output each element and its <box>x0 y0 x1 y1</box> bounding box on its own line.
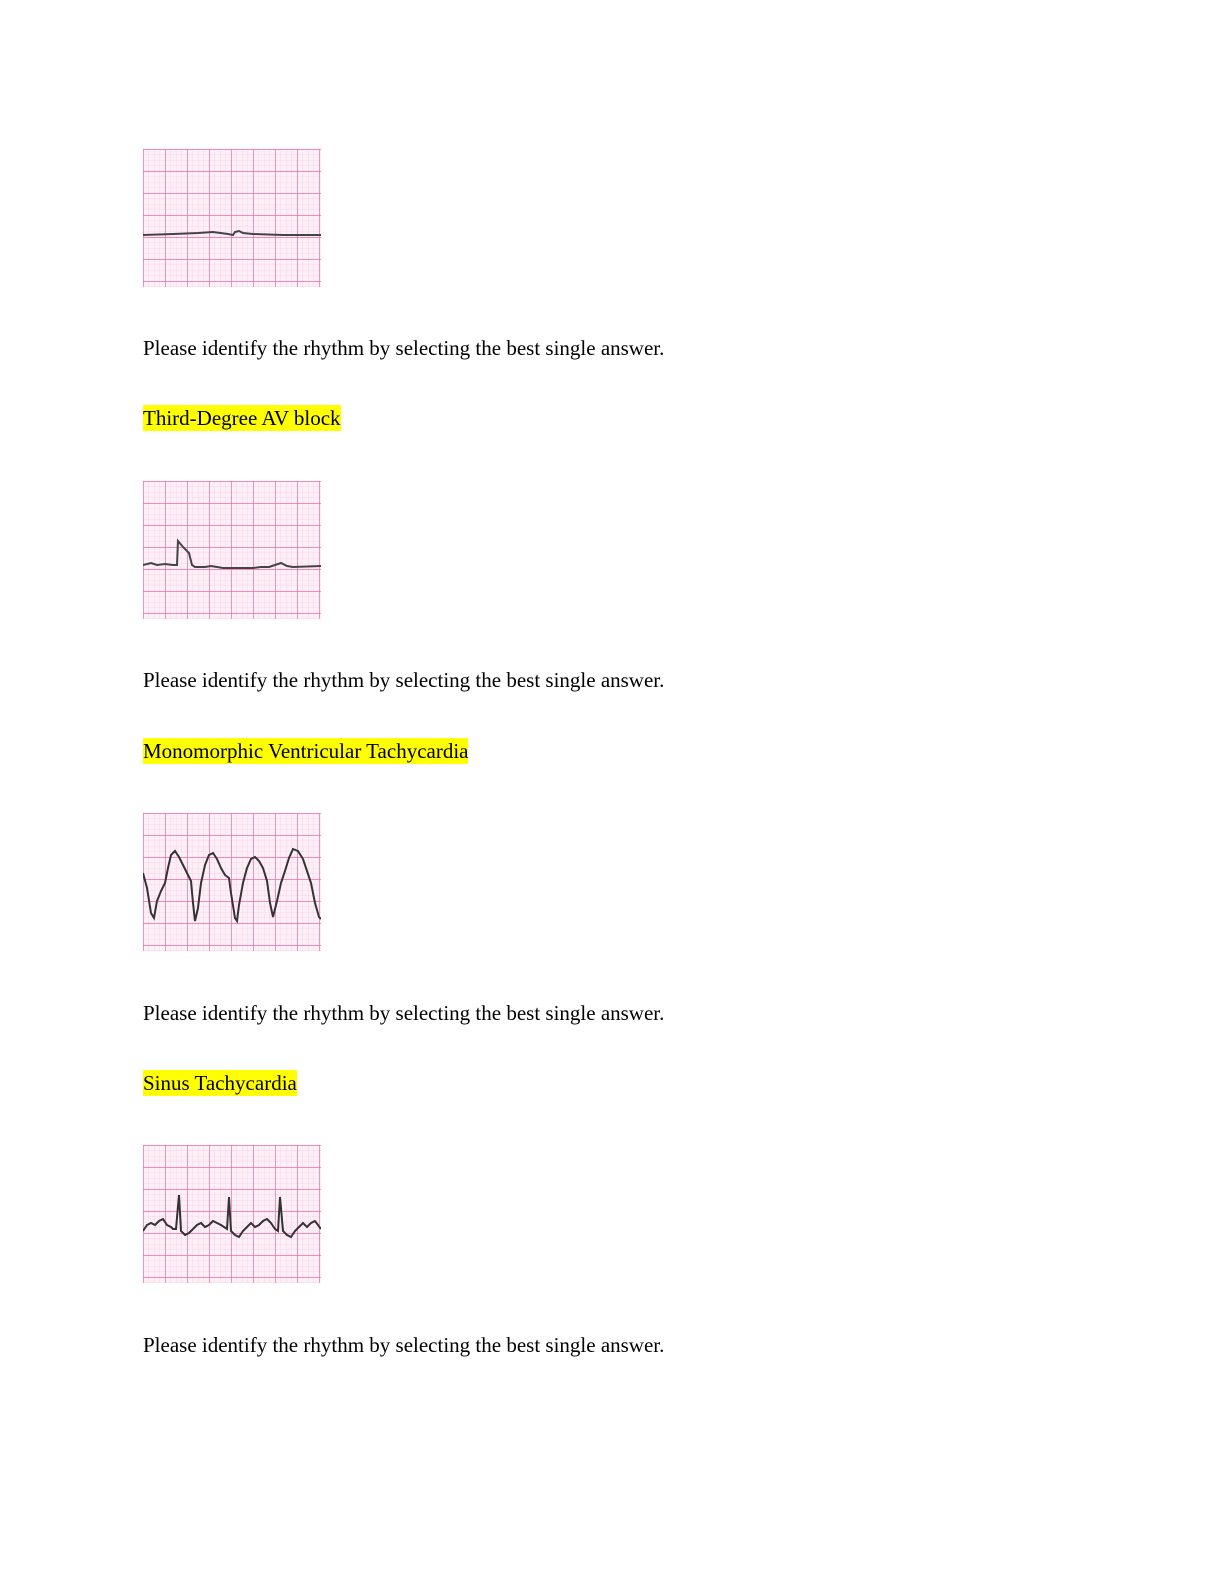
answer-highlight-3: Sinus Tachycardia <box>143 1071 297 1095</box>
question-prompt-3: Please identify the rhythm by selecting the best single answer. <box>143 1001 665 1025</box>
question-prompt-1: Please identify the rhythm by selecting the best single answer. <box>143 336 665 360</box>
question-prompt-4: Please identify the rhythm by selecting the best single answer. <box>143 1333 665 1357</box>
ecg-strip-2 <box>143 481 321 619</box>
ecg-strip-3 <box>143 813 321 951</box>
ecg-strip-4 <box>143 1145 321 1283</box>
answer-highlight-1: Third-Degree AV block <box>143 406 341 430</box>
question-prompt-2: Please identify the rhythm by selecting the best single answer. <box>143 668 665 692</box>
answer-highlight-2: Monomorphic Ventricular Tachycardia <box>143 739 469 763</box>
ecg-strip-1 <box>143 149 321 287</box>
